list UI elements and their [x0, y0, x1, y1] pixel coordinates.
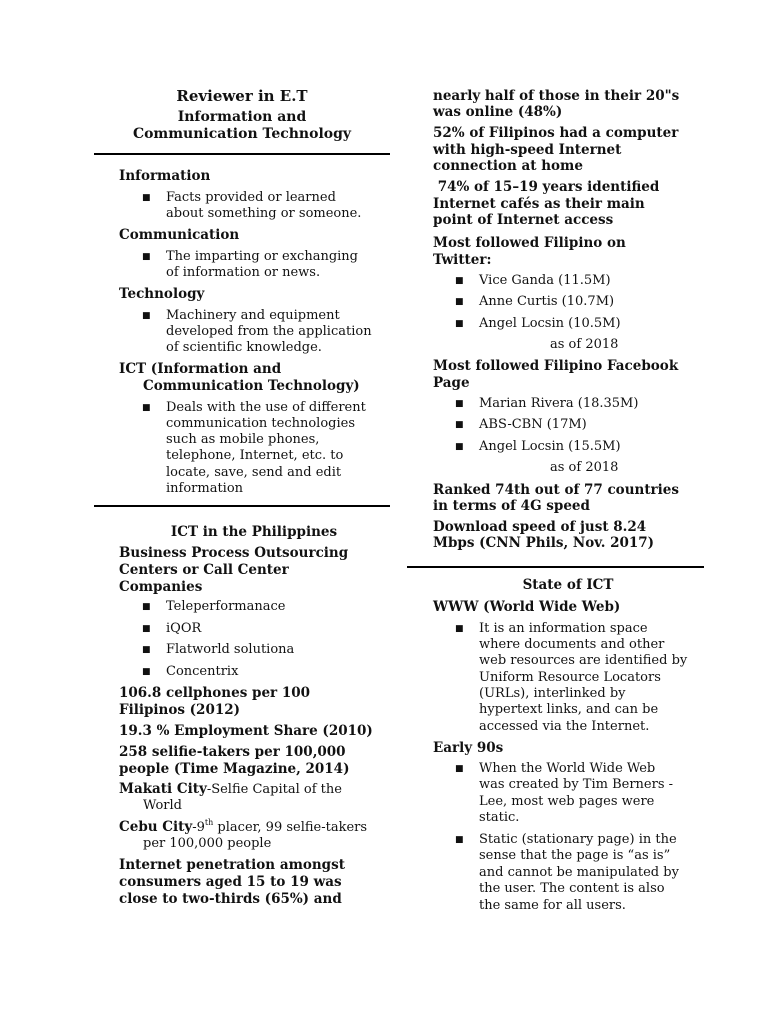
def-line: hypertext links, and can be: [479, 702, 659, 717]
stat-employment: 19.3 % Employment Share (2010): [119, 723, 373, 739]
def-line: communication technologies: [166, 416, 356, 431]
def-line: of information or news.: [166, 265, 321, 280]
stat-cafe-line2: Internet cafés as their main: [433, 196, 645, 212]
early-90s-heading: Early 90s: [433, 740, 504, 756]
bullet-icon: ■: [142, 403, 151, 413]
facebook-heading-line2: Page: [433, 375, 470, 391]
def-line: of scientific knowledge.: [166, 340, 322, 355]
def-line: web resources are identified by: [479, 653, 688, 668]
def-line: and cannot be manipulated by: [479, 865, 679, 880]
bullet-icon: ■: [142, 252, 151, 262]
stat-internet-line3: close to two-thirds (65%) and: [119, 891, 342, 907]
bpo-heading: Business Process Outsourcing: [119, 545, 349, 561]
cebu-label: Cebu City: [119, 819, 193, 835]
bullet-icon: ■: [455, 420, 464, 430]
def-line: was created by Tim Berners -: [479, 777, 674, 792]
doc-subtitle-line1: Information and: [177, 109, 307, 125]
stat-cafe: 74% of 15–19 years identified: [433, 179, 660, 195]
def-line: static.: [479, 810, 520, 825]
cebu-desc-b: placer, 99 selfie-takers: [213, 820, 368, 835]
def-line: Deals with the use of different: [166, 400, 366, 415]
def-line: sense that the page is “as is”: [479, 848, 671, 863]
bullet-icon: ■: [455, 276, 464, 286]
term-ict-line2: Communication Technology): [143, 378, 360, 394]
stat-internet-line2: consumers aged 15 to 19 was: [119, 874, 342, 890]
twitter-item: Vice Ganda (11.5M): [479, 273, 611, 288]
stat-cafe-line3: point of Internet access: [433, 212, 614, 228]
www-heading: WWW (World Wide Web): [433, 599, 621, 615]
section-heading-philippines: ICT in the Philippines: [170, 524, 338, 540]
bullet-icon: ■: [455, 442, 464, 452]
as-of-note: as of 2018: [550, 460, 619, 475]
doc-title: Reviewer in E.T: [176, 87, 308, 105]
twitter-item: Angel Locsin (10.5M): [479, 316, 621, 331]
bullet-icon: ■: [455, 297, 464, 307]
stat-continued: nearly half of those in their 20"s: [433, 88, 680, 104]
stat-continued-line2: was online (48%): [433, 104, 563, 120]
cebu-line2: per 100,000 people: [143, 836, 272, 851]
doc-subtitle-line2: Communication Technology: [132, 126, 352, 142]
def-line: such as mobile phones,: [166, 432, 320, 447]
bullet-icon: ■: [455, 835, 464, 845]
def-line: about something or someone.: [166, 206, 362, 221]
stat-cellphones-line2: Filipinos (2012): [119, 702, 241, 718]
def-line: where documents and other: [479, 637, 665, 652]
term-information: Information: [119, 168, 211, 184]
def-line: developed from the application: [166, 324, 372, 339]
facebook-item: Angel Locsin (15.5M): [479, 439, 621, 454]
cebu-sup: th: [204, 818, 214, 827]
twitter-heading-line2: Twitter:: [433, 252, 492, 268]
def-line: accessed via the Internet.: [479, 719, 650, 734]
bullet-icon: ■: [455, 624, 464, 634]
def-line: locate, save, send and edit: [166, 465, 342, 480]
cebu-line: [119, 819, 367, 837]
term-ict: ICT (Information and: [119, 361, 282, 377]
def-line: It is an information space: [479, 621, 648, 636]
stat-computer: 52% of Filipinos had a computer: [433, 125, 679, 141]
stat-cellphones: 106.8 cellphones per 100: [119, 685, 311, 701]
bullet-icon: ■: [142, 667, 151, 677]
bullet-icon: ■: [142, 645, 151, 655]
bullet-icon: ■: [455, 764, 464, 774]
def-line: Static (stationary page) in the: [479, 832, 677, 847]
def-line: the same for all users.: [479, 898, 626, 913]
def-line: the user. The content is also: [479, 881, 665, 896]
twitter-item: Anne Curtis (10.7M): [479, 294, 615, 309]
twitter-heading: Most followed Filipino on: [433, 235, 626, 251]
def-line: information: [166, 481, 244, 496]
facebook-item: Marian Rivera (18.35M): [479, 396, 639, 411]
bullet-icon: ■: [142, 602, 151, 612]
stat-download: Download speed of just 8.24: [433, 519, 647, 535]
divider: [407, 566, 704, 568]
makati-line2: World: [143, 798, 182, 813]
divider: [94, 153, 390, 155]
stat-computer-line3: connection at home: [433, 158, 583, 174]
stat-internet: Internet penetration amongst: [119, 857, 345, 873]
bullet-icon: ■: [142, 624, 151, 634]
def-line: Machinery and equipment: [166, 308, 340, 323]
makati-line: [119, 781, 342, 799]
company-item: iQOR: [166, 621, 202, 636]
section-heading-state: State of ICT: [522, 577, 614, 593]
bullet-icon: ■: [142, 193, 151, 203]
stat-download-line2: Mbps (CNN Phils, Nov. 2017): [433, 535, 655, 551]
facebook-item: ABS-CBN (17M): [479, 417, 587, 432]
term-technology: Technology: [119, 286, 205, 302]
company-item: Teleperformanace: [166, 599, 286, 614]
def-line: The imparting or exchanging: [166, 249, 358, 264]
term-communication: Communication: [119, 227, 240, 243]
bullet-icon: ■: [142, 311, 151, 321]
makati-label: Makati City: [119, 781, 207, 797]
divider: [94, 505, 390, 507]
def-line: telephone, Internet, etc. to: [166, 448, 344, 463]
company-item: Concentrix: [166, 664, 239, 679]
stat-computer-line2: with high-speed Internet: [433, 142, 622, 158]
stat-selfie-line2: people (Time Magazine, 2014): [119, 761, 350, 777]
stat-rank: Ranked 74th out of 77 countries: [433, 482, 679, 498]
cebu-desc-a: -9: [192, 820, 205, 835]
bpo-heading-line2: Centers or Call Center: [119, 562, 289, 578]
stat-rank-line2: in terms of 4G speed: [433, 498, 590, 514]
makati-desc: -Selfie Capital of the: [206, 782, 342, 797]
stat-selfie: 258 selifie-takers per 100,000: [119, 744, 346, 760]
def-line: (URLs), interlinked by: [479, 686, 626, 701]
facebook-heading: Most followed Filipino Facebook: [433, 358, 679, 374]
company-item: Flatworld solutiona: [166, 642, 295, 657]
def-line: When the World Wide Web: [479, 761, 656, 776]
bullet-icon: ■: [455, 399, 464, 409]
def-line: Facts provided or learned: [166, 190, 336, 205]
def-line: Uniform Resource Locators: [479, 670, 661, 685]
bpo-heading-line3: Companies: [119, 579, 203, 595]
as-of-note: as of 2018: [550, 337, 619, 352]
bullet-icon: ■: [455, 319, 464, 329]
def-line: Lee, most web pages were: [479, 794, 655, 809]
